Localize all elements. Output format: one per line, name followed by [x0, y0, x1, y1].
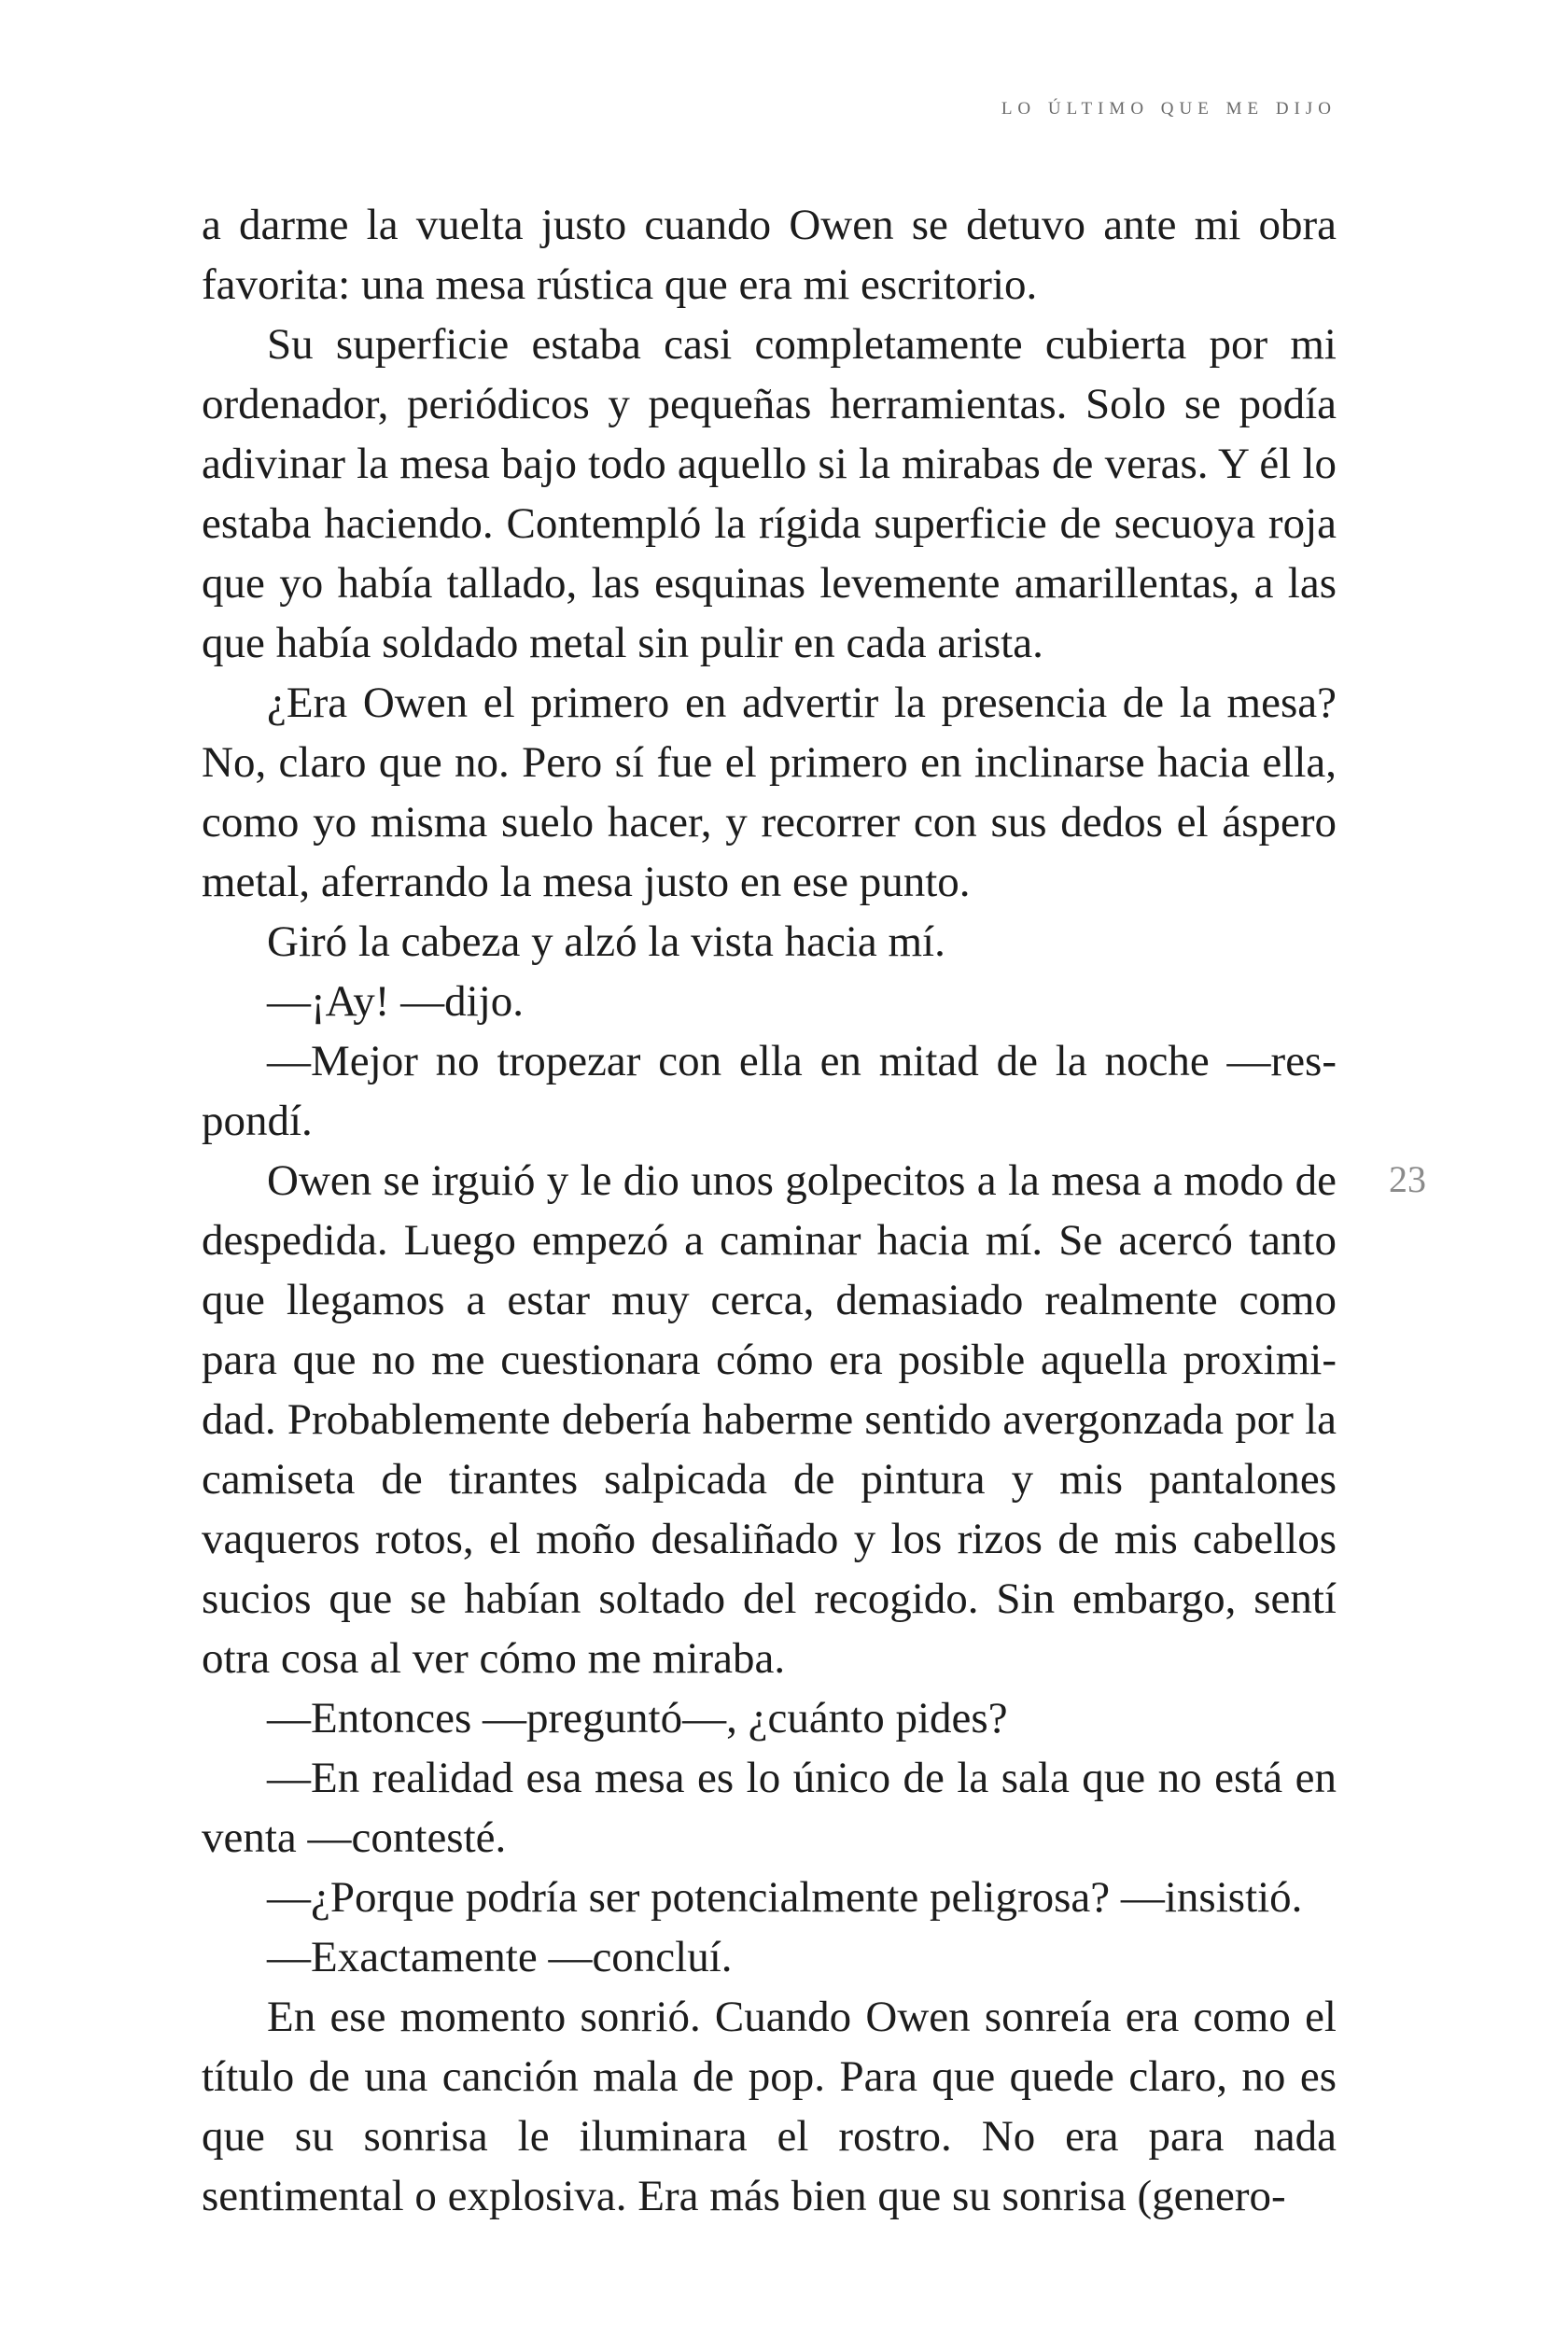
paragraph: Su superficie estaba casi completamente cubierta por mi ordenador, periódicos y pequeñas herramientas. Solo se podía adivinar la mesa bajo todo aquello si la mirabas de veras. Y él lo estaba haciendo. Contempló la rígida superficie de secuoya roja que yo había tallado, las esquinas levemente amarillentas, a las que había soldado metal sin pulir en cada arista.	[202, 320, 1337, 667]
paragraph: a darme la vuelta justo cuando Owen se detuvo ante mi obra favorita: una mesa rústica que era mi escritorio.	[202, 201, 1337, 309]
paragraph: En ese momento sonrió. Cuando Owen sonreía era como el título de una canción mala de pop. Para que quede claro, no es que su sonrisa le iluminara el rostro. No era para nada sentimental o explosiva. Era más bien que su sonrisa (genero-	[202, 1993, 1337, 2220]
paragraph: —Exactamente —concluí.	[267, 1933, 733, 1981]
paragraph: —¡Ay! —dijo.	[267, 977, 525, 1026]
paragraph: Giró la cabeza y alzó la vista hacia mí.	[267, 917, 945, 966]
paragraph: —Mejor no tropezar con ella en mitad de la noche —respondí.	[202, 1037, 1337, 1145]
running-head: lo último que me dijo	[1001, 91, 1337, 119]
paragraph: —En realidad esa mesa es lo único de la sala que no está en venta —contesté.	[202, 1754, 1337, 1862]
body-text	[202, 195, 1337, 2226]
paragraph: —¿Porque podría ser potencialmente peligrosa? —insistió.	[267, 1873, 1303, 1922]
paragraph: ¿Era Owen el primero en advertir la presencia de la mesa? No, claro que no. Pero sí fue el primero en inclinarse hacia ella, como yo misma suelo hacer, y recorrer con sus dedos el áspero metal, aferrando la mesa justo en ese punto.	[202, 679, 1337, 906]
paragraph: —Entonces —preguntó—, ¿cuánto pides?	[267, 1694, 1008, 1742]
page-number: 23	[1389, 1158, 1426, 1200]
paragraph: Owen se irguió y le dio unos golpecitos a la mesa a modo de despedida. Luego empezó a caminar hacia mí. Se acercó tanto que llegamos a estar muy cerca, demasiado realmente como para que no me cuestionara cómo era posible aquella proximidad. Probablemente debería haberme sentido avergonzada por la camiseta de tirantes salpicada de pintura y mis pantalones vaqueros rotos, el moño desaliñado y los rizos de mis cabellos sucios que se habían soltado del recogido. Sin embargo, sentí otra cosa al ver cómo me miraba.	[202, 1156, 1337, 1683]
